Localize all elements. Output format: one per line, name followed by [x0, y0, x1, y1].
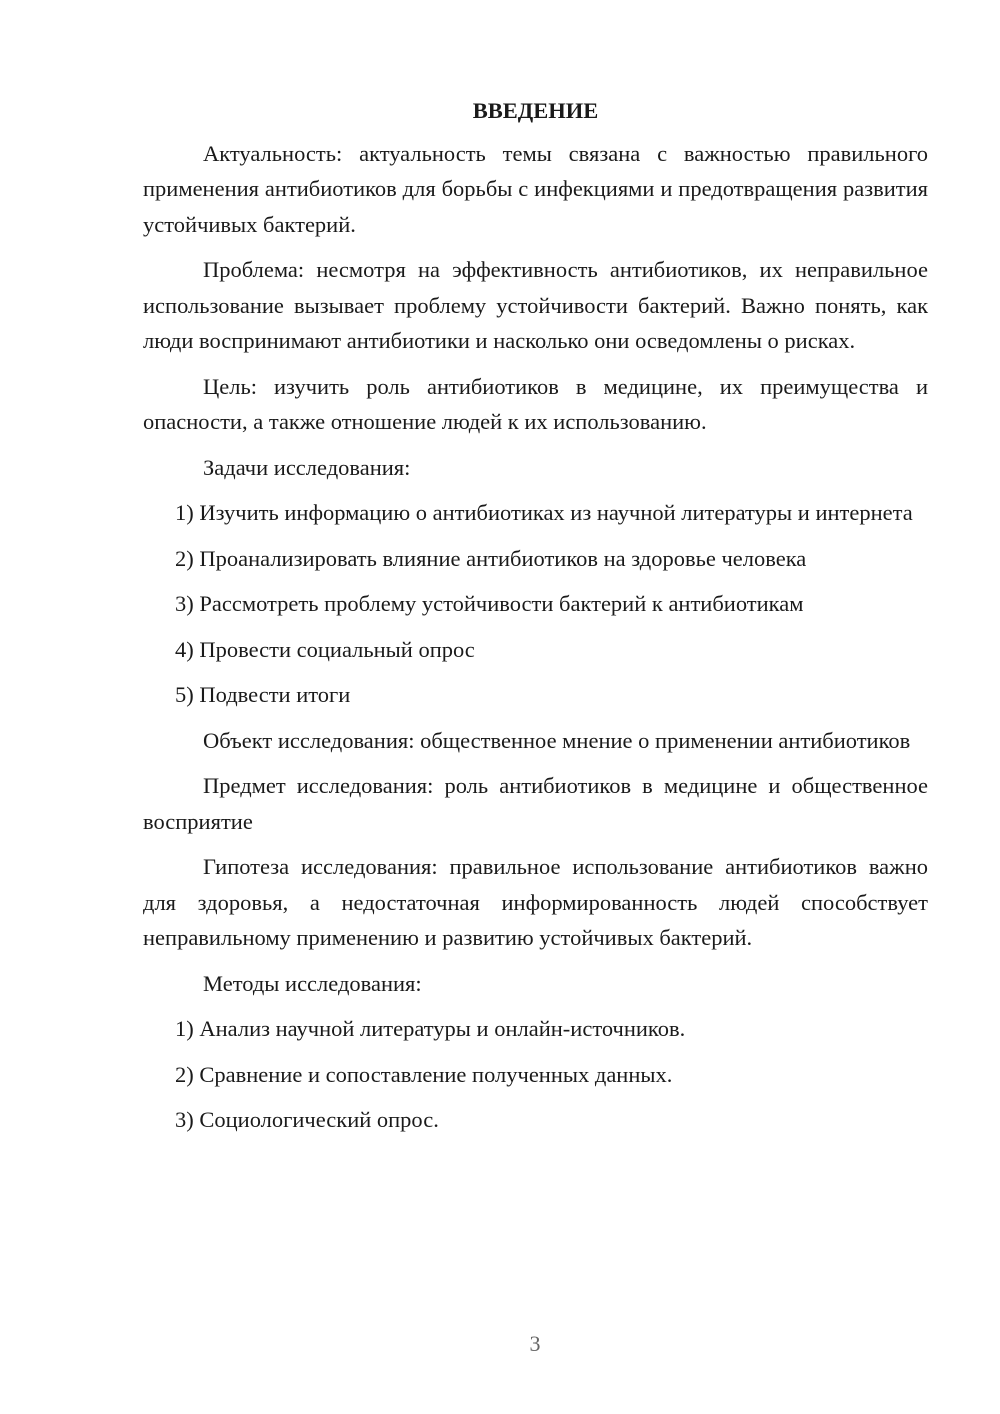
methods-heading: Методы исследования: — [203, 970, 422, 996]
page-content — [143, 93, 928, 1148]
task-item-1: 1) Изучить информацию о антибиотиках из научной литературы и интернета — [175, 500, 913, 525]
task-item-3: 3) Рассмотреть проблему устойчивости бактерий к антибиотикам — [175, 591, 804, 616]
method-item-2: 2) Сравнение и сопоставление полученных данных. — [175, 1061, 673, 1087]
method-item-1: 1) Анализ научной литературы и онлайн-источников. — [175, 1016, 686, 1041]
method-item-3: 3) Социологический опрос. — [175, 1107, 439, 1132]
tasks-heading: Задачи исследования: — [203, 454, 411, 480]
paragraph-problem: Проблема: несмотря на эффективность антибиотиков, их неправильное использование вызывает проблему устойчивости бактерий. Важно понять, как люди воспринимают антибиотики и насколько они осведомлены о рисках. — [143, 257, 928, 353]
task-item-2: 2) Проанализировать влияние антибиотиков на здоровье человека — [175, 545, 807, 571]
paragraph-hypothesis: Гипотеза исследования: правильное использование антибиотиков важно для здоровья, а недостаточная информированность людей способствует неправильному применению и развитию устойчивых бактерий. — [143, 854, 928, 950]
task-item-5: 5) Подвести итоги — [175, 682, 351, 707]
paragraph-subject: Предмет исследования: роль антибиотиков в медицине и общественное восприятие — [143, 773, 928, 834]
paragraph-relevance: Актуальность: актуальность темы связана с важностью правильного применения антибиотиков для борьбы с инфекциями и предотвращения развития устойчивых бактерий. — [143, 140, 928, 237]
page-number: 3 — [529, 1331, 541, 1356]
task-item-4: 4) Провести социальный опрос — [175, 636, 475, 662]
paragraph-goal: Цель: изучить роль антибиотиков в медицине, их преимущества и опасности, а также отношение людей к их использованию. — [143, 373, 928, 434]
section-title: ВВЕДЕНИЕ — [472, 98, 599, 123]
paragraph-object: Объект исследования: общественное мнение о применении антибиотиков — [203, 727, 911, 753]
